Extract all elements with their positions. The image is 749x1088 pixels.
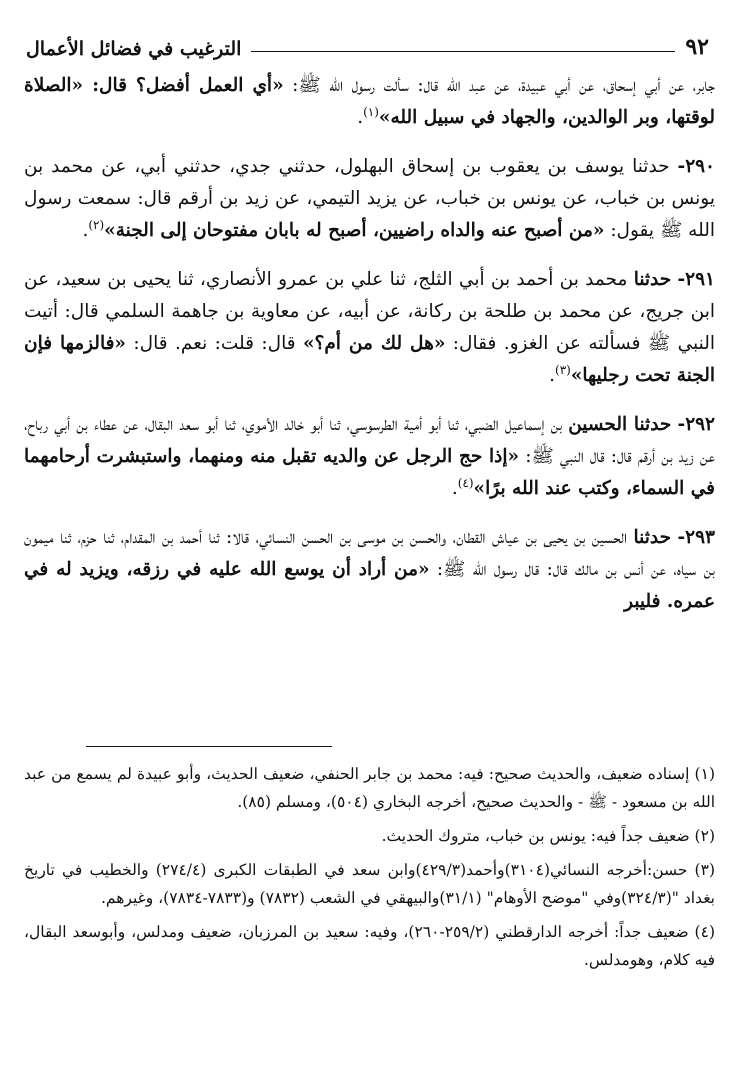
header-rule <box>251 51 675 52</box>
hadith-text: «من أصبح عنه والداه راضيين، أصبح له بابان مفتوحان إلى الجنة» <box>104 220 605 241</box>
hadith-293 <box>24 522 715 618</box>
chain-start: حدثنا الحسين <box>568 414 672 435</box>
footnote-ref: (٤) <box>457 475 474 490</box>
hadith-292 <box>24 409 715 505</box>
narration-text: حدثنا يوسف بن يعقوب بن إسحاق البهلول، حدثني جدي، حدثني أبي، عن محمد بن يونس بن خباب، عن يونس بن خباب، عن يزيد التيمي، عن زيد بن أرقم قال: سمعت رسول الله ﷺ يقول: <box>24 156 715 241</box>
chain-start: حدثنا <box>633 269 672 290</box>
hadith-text: «إذا حج الرجل عن والديه تقبل منه ومنهما، واستبشرت أرحامهما في السماء، وكتب عند الله برًا» <box>24 446 715 499</box>
narration-text: محمد بن أحمد بن أبي الثلج، ثنا علي بن عمرو الأنصاري، ثنا يحيى بن سعيد، عن ابن جريج، عن محمد بن طلحة بن ركانة، عن أبيه، عن معاوية بن جاهمة السلمي قال: أتيت النبي ﷺ فسألته عن الغزو. فقال: <box>24 269 715 354</box>
hadith-text: «فالزمها فإن الجنة تحت رجليها» <box>24 333 715 386</box>
page-header <box>26 32 709 60</box>
punctuation: . <box>549 365 555 386</box>
hadith-291 <box>24 264 715 392</box>
page-number: ٩٢ <box>685 34 709 60</box>
hadith-290 <box>24 151 715 247</box>
main-text <box>24 70 715 635</box>
footnote-2: (٢) ضعيف جداً فيه: يونس بن خباب، متروك الحديث. <box>381 827 715 845</box>
footnote-ref: (١) <box>363 104 379 119</box>
punctuation: . <box>82 220 89 241</box>
hadith-number: ٢٩٣- <box>677 527 715 548</box>
narration-text: الحسين بن يحيى بن عياش القطان، والحسن بن موسى بن الحسن النسائي، قالا: ثنا أحمد بن المقدام، ثنا حزم، ثنا ميمون بن سياه، عن أنس بن مالك قال: قال رسول الله ﷺ: <box>24 527 715 580</box>
hadith-text: «أي العمل أفضل؟ قال: «الصلاة لوقتها، وبر الوالدين، والجهاد في سبيل الله» <box>24 75 715 128</box>
narration-text: بن إسماعيل الضبي، ثنا أبو أمية الطرسوسي، ثنا أبو خالد الأموي، ثنا أبو سعد البقال، عن عطاء بن أبي رباح، عن زيد بن أرقم قال: قال النبي ﷺ: <box>24 414 715 467</box>
hadith-number: ٢٩١- <box>677 269 715 290</box>
footnote-separator <box>86 746 332 747</box>
punctuation: . <box>451 478 458 499</box>
narration-text: جابر، عن أبي إسحاق، عن أبي عبيدة، عن عبد الله قال: سألت رسول الله ﷺ: <box>283 75 716 96</box>
hadith-number: ٢٩٠- <box>677 156 715 177</box>
footnotes <box>24 760 715 980</box>
footnote-4: (٤) ضعيف جداً: أخرجه الدارقطني (٢٥٩/٢-٢٦٠)، وفيه: سعيد بن المرزبان، ضعيف ومدلس، وأبوسعد البقال، فيه كلام، وهومدلس. <box>24 923 715 969</box>
hadith-question: «هل لك من أم؟» <box>302 333 446 354</box>
punctuation: . <box>357 107 364 128</box>
paragraph-continuation <box>24 70 715 134</box>
footnote-ref: (٢) <box>88 217 105 232</box>
running-title: الترغيب في فضائل الأعمال <box>26 38 242 60</box>
footnote-ref: (٣) <box>555 362 571 377</box>
hadith-number: ٢٩٢- <box>677 414 715 435</box>
footnote-3: (٣) حسن:أخرجه النسائي(٣١٠٤)وأحمد(٤٢٩/٣)وابن سعد في الطبقات الكبرى (٢٧٤/٤) والخطيب في تاريخ بغداد "(٣٢٤/٣)وفي "موضح الأوهام" (٣١/١)والبيهقي في الشعب (٧٨٣٢) و(٧٨٣٣-٧٨٣٤)، وغيرهم. <box>24 861 715 907</box>
hadith-text: «من أراد أن يوسع الله عليه في رزقه، ويزيد له في عمره. فليبر <box>24 559 715 612</box>
chain-start: حدثنا <box>633 527 671 548</box>
footnote-1: (١) إسناده ضعيف، والحديث صحيح: فيه: محمد بن جابر الحنفي، ضعيف الحديث، وأبو عبيدة لم يسمع من عبد الله بن مسعود - ﷺ - والحديث صحيح، أخرجه البخاري (٥٠٤)، ومسلم (٨٥). <box>24 765 715 811</box>
narration-text: قال: قلت: نعم. قال: <box>126 333 303 354</box>
